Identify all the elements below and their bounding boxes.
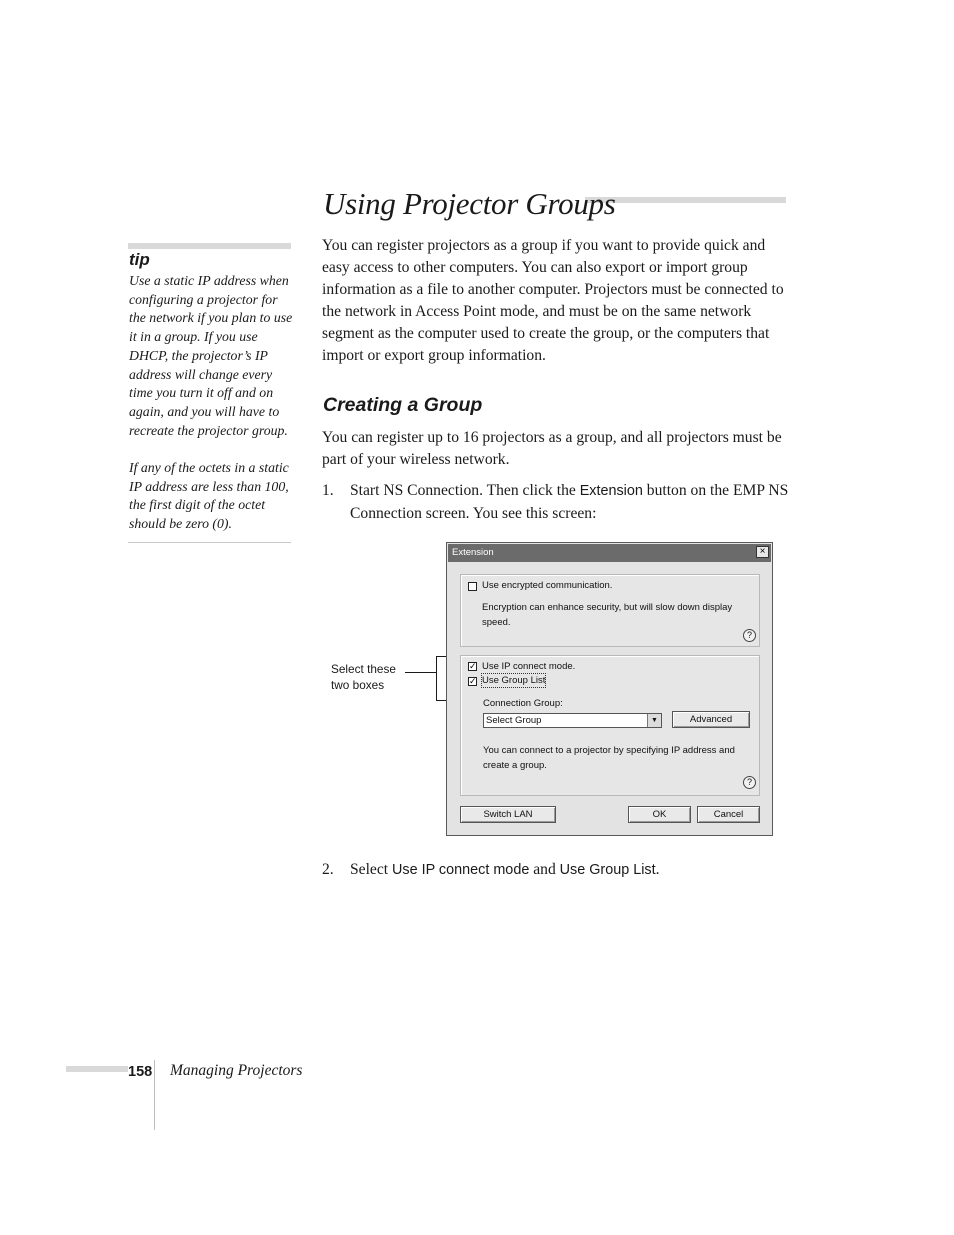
callout-label [331, 661, 396, 693]
encrypted-description-1: Encryption can enhance security, but will slow down display [482, 602, 733, 613]
encrypted-label: Use encrypted communication. [482, 580, 613, 591]
tip-text [129, 272, 293, 534]
connection-group-value: Select Group [486, 715, 542, 726]
connection-group [460, 655, 760, 796]
group-list-checkbox[interactable]: ✓ [469, 676, 477, 686]
callout-bracket [436, 656, 437, 701]
tip-paragraph-2: If any of the octets in a static IP address are less than 100, the first digit of the octet should be zero (0). [129, 460, 289, 532]
group-description-2: create a group. [483, 760, 547, 771]
callout-line-2: two boxes [331, 678, 385, 692]
callout-line-1: Select these [331, 662, 396, 676]
step-text-start: Select [350, 861, 392, 878]
ok-button[interactable]: OK [628, 806, 691, 823]
group-list-label: Use Group List [482, 675, 546, 686]
ip-connect-label: Use IP connect mode. [482, 661, 576, 672]
callout-leader-line [405, 672, 436, 673]
step-text-middle: and [529, 861, 560, 878]
extension-dialog [446, 542, 773, 836]
step-text-end: button on the EMP NS Connection screen. You see this screen: [350, 482, 789, 522]
extension-button-reference: Extension [579, 483, 643, 499]
ip-connect-mode-reference: Use IP connect mode [392, 862, 530, 878]
encrypted-checkbox[interactable] [468, 582, 477, 591]
advanced-button[interactable]: Advanced [672, 711, 750, 728]
chevron-down-icon[interactable]: ▼ [647, 714, 661, 727]
dialog-titlebar [448, 544, 771, 562]
cancel-button[interactable]: Cancel [697, 806, 760, 823]
section-heading: Creating a Group [323, 394, 483, 416]
step-2 [322, 859, 792, 882]
help-icon[interactable]: ? [743, 629, 756, 642]
tip-heading: tip [129, 250, 150, 269]
switch-lan-button[interactable]: Switch LAN [460, 806, 556, 823]
tip-paragraph-1: Use a static IP address when configuring a projector for the network if you plan to use it in a group. If you use DHCP, the projector’s IP address will change every time you turn it off and on again, and you will have to recreate the projector group. [129, 273, 293, 438]
page-title: Using Projector Groups [323, 186, 616, 221]
dialog-title: Extension [452, 547, 494, 558]
connection-group-label: Connection Group: [483, 698, 563, 709]
section-intro-paragraph: You can register up to 16 projectors as a group, and all projectors must be part of your wireless network. [322, 429, 782, 468]
step-number: 1. [322, 482, 334, 499]
help-icon[interactable]: ? [743, 776, 756, 789]
step-text [350, 859, 792, 882]
group-list-reference: Use Group List [559, 862, 656, 878]
step-number: 2. [322, 861, 334, 878]
group-description-1: You can connect to a projector by specifying IP address and [483, 745, 735, 756]
footer-section-title: Managing Projectors [170, 1062, 303, 1079]
step-text-start: Start NS Connection. Then click the [350, 482, 580, 499]
encryption-group [460, 574, 760, 647]
ip-connect-checkbox[interactable]: ✓ [469, 661, 477, 671]
intro-paragraph: You can register projectors as a group if you want to provide quick and easy access to other computers. You can also export or import group information as a file to another computer. Projectors must be connected to the network in Access Point mode, and must be on the same network segment as the computer used to create the group, or the computers that import or export group information. [322, 237, 784, 364]
step-text-end: . [655, 861, 660, 878]
tip-bottom-rule [128, 542, 291, 543]
close-icon[interactable]: × [756, 546, 769, 558]
encrypted-description-2: speed. [482, 617, 511, 628]
page-number: 158 [128, 1064, 153, 1080]
connection-group-select[interactable] [483, 713, 662, 728]
step-1 [322, 480, 792, 525]
step-text [350, 480, 792, 525]
tip-rule [128, 243, 291, 249]
